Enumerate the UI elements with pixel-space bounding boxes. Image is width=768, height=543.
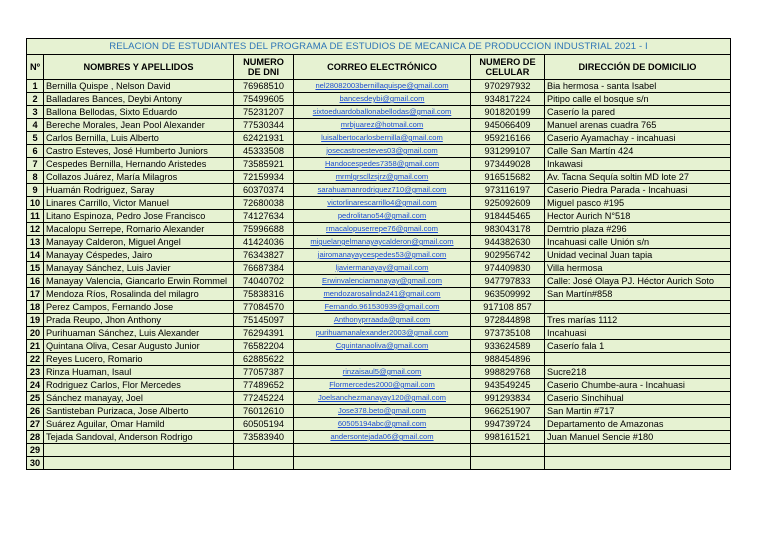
table-row [27,119,731,132]
cell-dni[interactable]: 76582204 [234,340,294,353]
cell-address[interactable]: Unidad vecinal Juan tapia [545,249,731,262]
table-row [27,431,731,444]
cell-dni[interactable]: 62885622 [234,353,294,366]
cell-email[interactable]: sarahuamanrodriguez710@gmail.com [294,184,471,197]
cell-email[interactable]: Cquintanaoliva@gmail.com [294,340,471,353]
table-row [27,379,731,392]
cell-dni[interactable]: 73585921 [234,158,294,171]
cell-email[interactable]: mrbjuarez@hotmail.com [294,119,471,132]
cell-name[interactable]: Manayay Valencia, Giancarlo Erwin Rommel [44,275,234,288]
table-row [27,327,731,340]
cell-number[interactable]: 16 [27,275,44,288]
cell-phone[interactable]: 925092609 [471,197,545,210]
cell-email[interactable]: Anthonyprraada@gmail.com [294,314,471,327]
cell-number[interactable]: 20 [27,327,44,340]
table-row [27,93,731,106]
table-row [27,457,731,470]
sheet-title[interactable]: RELACION DE ESTUDIANTES DEL PROGRAMA DE ESTUDIOS DE MECANICA DE PRODUCCION INDUSTRIAL 2021 - I [27,39,731,55]
cell-address[interactable]: San Martin #717 [545,405,731,418]
table-row [27,275,731,288]
cell-email[interactable]: pedrolitano54@gmail.com [294,210,471,223]
table-row [27,106,731,119]
student-sheet [26,38,731,470]
cell-phone[interactable]: 983043178 [471,223,545,236]
cell-address[interactable]: Av. Tacna Sequía soltin MD lote 27 [545,171,731,184]
cell-phone[interactable]: 947797833 [471,275,545,288]
cell-number[interactable]: 19 [27,314,44,327]
cell-address[interactable]: Tres marías 1112 [545,314,731,327]
cell-number[interactable]: 8 [27,171,44,184]
cell-email[interactable] [294,353,471,366]
cell-dni[interactable]: 75145097 [234,314,294,327]
cell-number[interactable]: 23 [27,366,44,379]
cell-address[interactable]: Manuel arenas cuadra 765 [545,119,731,132]
cell-address[interactable]: Caserio Ayamachay - incahuasi [545,132,731,145]
table-row [27,301,731,314]
cell-dni[interactable]: 62421931 [234,132,294,145]
cell-name[interactable]: Carlos Bernilla, Luis Alberto [44,132,234,145]
cell-number[interactable]: 14 [27,249,44,262]
cell-name[interactable]: Bernilla Quispe , Nelson David [44,80,234,93]
cell-address[interactable]: Caserio Piedra Parada - Incahuasi [545,184,731,197]
cell-dni[interactable]: 75499605 [234,93,294,106]
cell-number[interactable]: 1 [27,80,44,93]
cell-phone[interactable]: 901820199 [471,106,545,119]
cell-phone[interactable]: 966251907 [471,405,545,418]
cell-phone[interactable]: 945066409 [471,119,545,132]
cell-number[interactable]: 5 [27,132,44,145]
cell-dni[interactable]: 72159934 [234,171,294,184]
cell-dni[interactable]: 75838316 [234,288,294,301]
cell-email[interactable]: purihuamanalexander2003@gmail.com [294,327,471,340]
cell-address[interactable]: Miguel pasco #195 [545,197,731,210]
table-row [27,80,731,93]
cell-email[interactable]: Jose378.beto@gmail.com [294,405,471,418]
table-row [27,249,731,262]
cell-name[interactable]: Cespedes Bernilla, Hernando Aristedes [44,158,234,171]
cell-phone[interactable]: 917108 857 [471,301,545,314]
table-row [27,314,731,327]
cell-dni[interactable]: 77489652 [234,379,294,392]
cell-phone[interactable] [471,457,545,470]
cell-phone[interactable]: 988454896 [471,353,545,366]
cell-email[interactable]: Handocespedes7358@gmail.com [294,158,471,171]
cell-email[interactable]: andersontejada06@gmail.com [294,431,471,444]
cell-name[interactable]: Perez Campos, Fernando Jose [44,301,234,314]
cell-email[interactable] [294,444,471,457]
cell-number[interactable]: 25 [27,392,44,405]
cell-name[interactable]: Suárez Aguilar, Omar Hamild [44,418,234,431]
cell-dni[interactable]: 75996688 [234,223,294,236]
cell-address[interactable] [545,353,731,366]
cell-address[interactable]: Calle San Martín 424 [545,145,731,158]
table-row [27,171,731,184]
cell-phone[interactable]: 944382630 [471,236,545,249]
cell-phone[interactable]: 902956742 [471,249,545,262]
cell-phone[interactable]: 934817224 [471,93,545,106]
cell-name[interactable]: Manayay Sánchez, Luis Javier [44,262,234,275]
cell-name[interactable]: Quintana Oliva, Cesar Augusto Junior [44,340,234,353]
cell-phone[interactable]: 970297932 [471,80,545,93]
cell-phone[interactable]: 959216166 [471,132,545,145]
cell-dni[interactable]: 77530344 [234,119,294,132]
cell-number[interactable]: 18 [27,301,44,314]
cell-name[interactable]: Prada Reupo, Jhon Anthony [44,314,234,327]
cell-dni[interactable]: 72680038 [234,197,294,210]
cell-number[interactable]: 28 [27,431,44,444]
cell-address[interactable]: Juan Manuel Sencie #180 [545,431,731,444]
cell-email[interactable]: bancesdeybi@gmail.com [294,93,471,106]
table-row [27,418,731,431]
cell-dni[interactable]: 74127634 [234,210,294,223]
cell-number[interactable]: 3 [27,106,44,119]
cell-phone[interactable]: 991293834 [471,392,545,405]
cell-name[interactable]: Sánchez manayay, Joel [44,392,234,405]
cell-address[interactable] [545,301,731,314]
cell-email[interactable]: nel28082003bernillaquispe@gmail.com [294,80,471,93]
cell-number[interactable]: 11 [27,210,44,223]
cell-phone[interactable]: 918445465 [471,210,545,223]
table-row [27,184,731,197]
cell-address[interactable]: Sucre218 [545,366,731,379]
cell-number[interactable]: 17 [27,288,44,301]
cell-name[interactable] [44,457,234,470]
cell-name[interactable]: Tejada Sandoval, Anderson Rodrigo [44,431,234,444]
cell-email[interactable]: victorlinarescarrillo4@gmail.com [294,197,471,210]
cell-name[interactable]: Santisteban Purizaca, Jose Alberto [44,405,234,418]
header-address[interactable]: DIRECCIÓN DE DOMICILIO [545,55,731,80]
cell-name[interactable]: Mendoza Ríos, Rosalinda del milagro [44,288,234,301]
cell-number[interactable]: 13 [27,236,44,249]
cell-dni[interactable]: 77245224 [234,392,294,405]
cell-dni[interactable]: 76294391 [234,327,294,340]
header-name[interactable]: NOMBRES Y APELLIDOS [44,55,234,80]
cell-number[interactable]: 12 [27,223,44,236]
cell-name[interactable]: Manayay Calderon, Miguel Angel [44,236,234,249]
table-row [27,132,731,145]
cell-number[interactable]: 10 [27,197,44,210]
table-row [27,340,731,353]
cell-number[interactable]: 21 [27,340,44,353]
cell-address[interactable]: San Martín#858 [545,288,731,301]
cell-address[interactable]: Incahuasi [545,327,731,340]
header-email[interactable]: CORREO ELECTRÓNICO [294,55,471,80]
cell-number[interactable]: 26 [27,405,44,418]
cell-address[interactable]: Departamento de Amazonas [545,418,731,431]
cell-email[interactable]: jairomanayaycespedes53@gmail.com [294,249,471,262]
cell-email[interactable]: mrmlgrscllzsjrz@gmail.com [294,171,471,184]
cell-dni[interactable]: 73583940 [234,431,294,444]
student-table [26,38,731,470]
cell-dni[interactable]: 60505194 [234,418,294,431]
table-row [27,223,731,236]
cell-number[interactable]: 7 [27,158,44,171]
cell-dni[interactable] [234,457,294,470]
cell-name[interactable]: Ballona Bellodas, Sixto Eduardo [44,106,234,119]
cell-number[interactable]: 9 [27,184,44,197]
cell-number[interactable]: 24 [27,379,44,392]
cell-dni[interactable]: 45333508 [234,145,294,158]
cell-dni[interactable]: 76343827 [234,249,294,262]
cell-dni[interactable]: 77084570 [234,301,294,314]
cell-email[interactable]: Joelsanchezmanayay120@gmail.com [294,392,471,405]
cell-address[interactable]: Inkawasi [545,158,731,171]
cell-email[interactable]: josecastroesteves03@gmail.com [294,145,471,158]
cell-email[interactable]: miguelangelmanayaycalderon@gmail.com [294,236,471,249]
cell-phone[interactable]: 916515682 [471,171,545,184]
cell-name[interactable]: Castro Esteves, José Humberto Juniors [44,145,234,158]
cell-name[interactable]: Linares Carrillo, Victor Manuel [44,197,234,210]
cell-phone[interactable]: 963509992 [471,288,545,301]
cell-address[interactable]: Caserío la pared [545,106,731,119]
table-row [27,197,731,210]
cell-email[interactable]: sixtoeduardoballonabellodas@gmail.com [294,106,471,119]
cell-dni[interactable] [234,444,294,457]
cell-address[interactable]: Caserio Sinchihual [545,392,731,405]
cell-address[interactable]: Pitipo calle el bosque s/n [545,93,731,106]
cell-email[interactable] [294,457,471,470]
cell-email[interactable]: Erwinvalenciamanayay@gmail.com [294,275,471,288]
cell-name[interactable]: Litano Espinoza, Pedro Jose Francisco [44,210,234,223]
cell-email[interactable]: rmacalopuserrepe76@gmail.com [294,223,471,236]
table-row [27,353,731,366]
header-row [27,55,731,80]
cell-address[interactable]: Bia hermosa - santa Isabel [545,80,731,93]
cell-address[interactable]: Caserio Chumbe-aura - Incahuasi [545,379,731,392]
cell-number[interactable]: 4 [27,119,44,132]
table-row [27,210,731,223]
cell-phone[interactable]: 973449028 [471,158,545,171]
header-number[interactable]: Nº [27,55,44,80]
cell-phone[interactable]: 998161521 [471,431,545,444]
cell-address[interactable]: Hector Aurich N°518 [545,210,731,223]
cell-name[interactable] [44,444,234,457]
table-row [27,366,731,379]
cell-dni[interactable]: 74040702 [234,275,294,288]
cell-number[interactable]: 2 [27,93,44,106]
cell-dni[interactable]: 76968510 [234,80,294,93]
header-phone[interactable]: NUMERO DE CELULAR [471,55,545,80]
cell-address[interactable]: Demtrio plaza #296 [545,223,731,236]
cell-number[interactable]: 22 [27,353,44,366]
cell-dni[interactable]: 76687384 [234,262,294,275]
cell-address[interactable]: Incahuasi calle Unión s/n [545,236,731,249]
cell-address[interactable] [545,457,731,470]
cell-name[interactable]: Purihuaman Sánchez, Luis Alexander [44,327,234,340]
table-row [27,158,731,171]
table-row [27,392,731,405]
cell-address[interactable]: Calle: José Olaya PJ. Héctor Aurich Soto [545,275,731,288]
cell-phone[interactable]: 931299107 [471,145,545,158]
cell-phone[interactable]: 973735108 [471,327,545,340]
cell-dni[interactable]: 77057387 [234,366,294,379]
cell-email[interactable]: luisalbertocarlosbernilla@gmail.com [294,132,471,145]
cell-address[interactable]: Caserío fala 1 [545,340,731,353]
cell-name[interactable]: Manayay Céspedes, Jairo [44,249,234,262]
cell-number[interactable]: 27 [27,418,44,431]
cell-email[interactable]: Fernando.961530939@gmail.com [294,301,471,314]
table-row [27,236,731,249]
cell-number[interactable]: 15 [27,262,44,275]
cell-phone[interactable]: 933624589 [471,340,545,353]
cell-phone[interactable]: 998829768 [471,366,545,379]
cell-phone[interactable]: 972844898 [471,314,545,327]
cell-email[interactable]: rinzaisaul5@gmail.com [294,366,471,379]
cell-name[interactable]: Balladares Bances, Deybi Antony [44,93,234,106]
cell-number[interactable]: 29 [27,444,44,457]
cell-dni[interactable]: 76012610 [234,405,294,418]
cell-name[interactable]: Reyes Lucero, Romario [44,353,234,366]
cell-dni[interactable]: 75231207 [234,106,294,119]
table-row [27,145,731,158]
cell-email[interactable]: ljaviermanayay@gmail.com [294,262,471,275]
table-row [27,444,731,457]
cell-name[interactable]: Collazos Juárez, María Milagros [44,171,234,184]
cell-address[interactable] [545,444,731,457]
cell-name[interactable]: Rodriguez Carlos, Flor Mercedes [44,379,234,392]
cell-name[interactable]: Bereche Morales, Jean Pool Alexander [44,119,234,132]
cell-dni[interactable]: 60370374 [234,184,294,197]
cell-dni[interactable]: 41424036 [234,236,294,249]
cell-email[interactable]: 60505194abc@gmail.com [294,418,471,431]
cell-phone[interactable]: 973116197 [471,184,545,197]
table-row [27,288,731,301]
table-body [27,80,731,470]
cell-name[interactable]: Huamán Rodriguez, Saray [44,184,234,197]
cell-address[interactable]: Villa hermosa [545,262,731,275]
cell-email[interactable]: mendozarosalinda241@gmail.com [294,288,471,301]
cell-number[interactable]: 30 [27,457,44,470]
cell-phone[interactable] [471,444,545,457]
cell-phone[interactable]: 974409830 [471,262,545,275]
cell-email[interactable]: Flormercedes2000@gmail.com [294,379,471,392]
table-row [27,262,731,275]
cell-name[interactable]: Rinza Huaman, Isaul [44,366,234,379]
cell-number[interactable]: 6 [27,145,44,158]
cell-phone[interactable]: 943549245 [471,379,545,392]
cell-name[interactable]: Macalopu Serrepe, Romario Alexander [44,223,234,236]
cell-phone[interactable]: 994739724 [471,418,545,431]
table-row [27,405,731,418]
header-dni[interactable]: NUMERO DE DNI [234,55,294,80]
